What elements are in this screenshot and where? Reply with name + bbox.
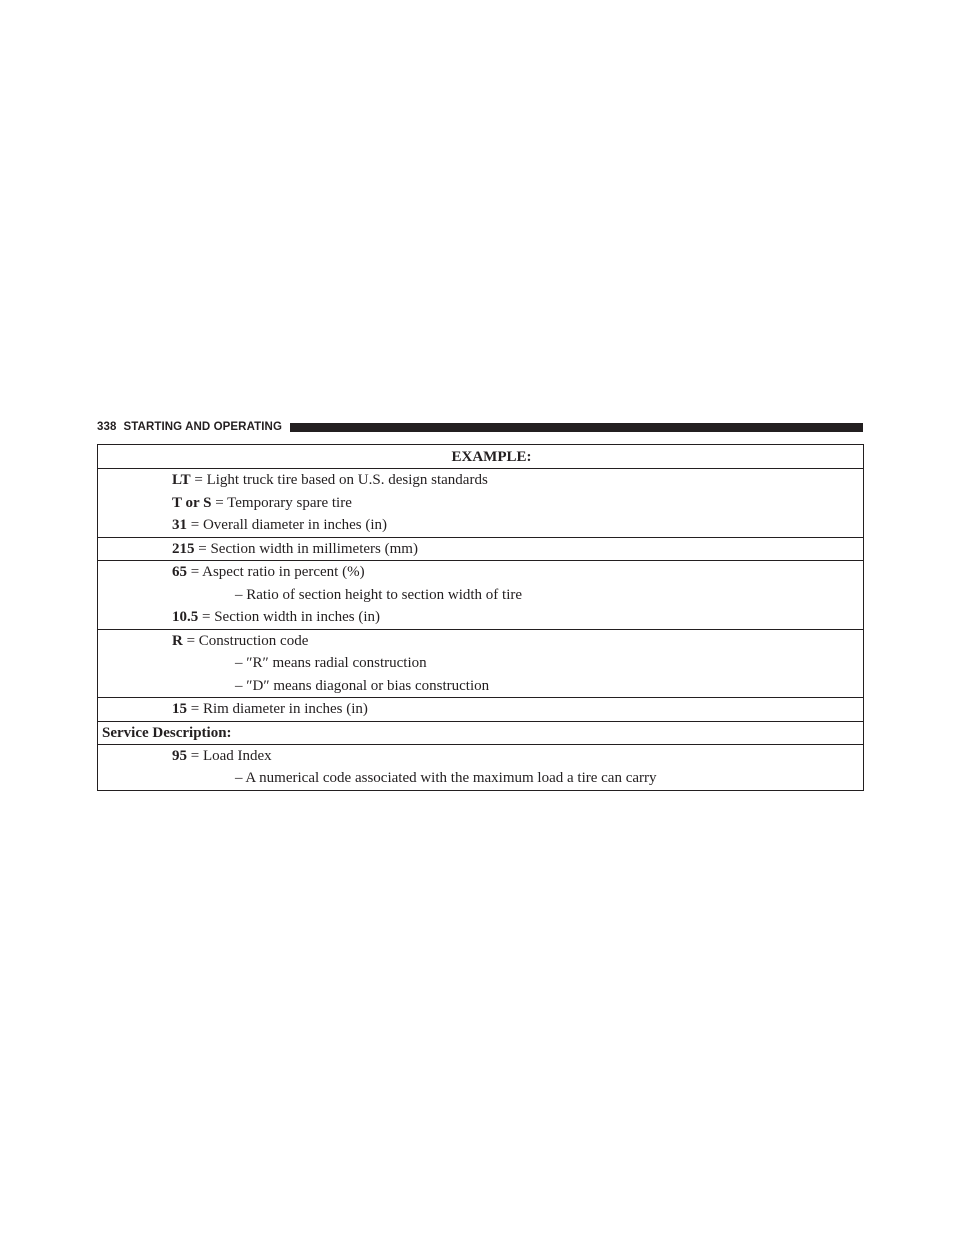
line-31 bbox=[98, 514, 863, 537]
code-description: = Construction code bbox=[182, 632, 309, 649]
page-number: 338 bbox=[97, 421, 117, 433]
line-aspect-ratio-note: – Ratio of section height to section width of tire bbox=[235, 586, 523, 603]
code-label: R bbox=[172, 632, 183, 649]
line-t-or-s bbox=[98, 492, 863, 515]
code-label: 65 bbox=[172, 564, 187, 580]
line-95 bbox=[98, 745, 863, 768]
code-description: = Section width in millimeters (mm) bbox=[194, 540, 418, 557]
table-row bbox=[98, 629, 864, 698]
code-label: T or S bbox=[172, 494, 212, 511]
code-label: 31 bbox=[172, 517, 187, 533]
page-header bbox=[97, 419, 863, 435]
code-label: LT bbox=[172, 472, 191, 488]
table-row bbox=[98, 469, 864, 538]
table-row bbox=[98, 698, 864, 722]
table-row bbox=[98, 744, 864, 790]
group-load-index bbox=[98, 744, 864, 790]
section-title: STARTING AND OPERATING bbox=[123, 421, 283, 433]
table-row bbox=[98, 721, 864, 744]
line-bias-note: – ″D″ means diagonal or bias construction bbox=[235, 677, 490, 694]
line-r bbox=[98, 630, 863, 653]
code-description: = Light truck tire based on U.S. design standards bbox=[190, 472, 488, 488]
group-rim-diameter bbox=[98, 698, 864, 722]
code-description: = Load Index bbox=[187, 747, 272, 764]
code-label: 15 bbox=[172, 701, 187, 717]
service-description-label: Service Description: bbox=[98, 721, 864, 744]
code-description: = Rim diameter in inches (in) bbox=[187, 701, 368, 717]
code-description: = Section width in inches (in) bbox=[198, 609, 381, 625]
table-row bbox=[98, 537, 864, 561]
table-row bbox=[98, 561, 864, 630]
table-title: EXAMPLE: bbox=[98, 445, 864, 469]
code-label: 10.5 bbox=[172, 609, 199, 625]
line-lt bbox=[98, 469, 863, 492]
line-15 bbox=[98, 698, 863, 721]
code-label: 215 bbox=[172, 540, 195, 557]
line-10-5 bbox=[98, 606, 863, 629]
code-description: = Temporary spare tire bbox=[211, 494, 352, 511]
code-label: 95 bbox=[172, 747, 187, 764]
line-load-index-note: – A numerical code associated with the maximum load a tire can carry bbox=[235, 770, 657, 786]
line-215 bbox=[98, 538, 863, 561]
group-tire-type bbox=[98, 469, 864, 538]
group-section-width-mm bbox=[98, 537, 864, 561]
code-description: = Overall diameter in inches (in) bbox=[187, 517, 388, 533]
line-65 bbox=[98, 561, 863, 584]
group-construction bbox=[98, 629, 864, 698]
table-title-row bbox=[98, 445, 864, 469]
line-radial-note: – ″R″ means radial construction bbox=[235, 655, 427, 671]
header-rule bbox=[290, 423, 863, 432]
group-aspect-ratio bbox=[98, 561, 864, 630]
code-description: = Aspect ratio in percent (%) bbox=[187, 564, 365, 580]
tire-code-table bbox=[97, 444, 864, 791]
